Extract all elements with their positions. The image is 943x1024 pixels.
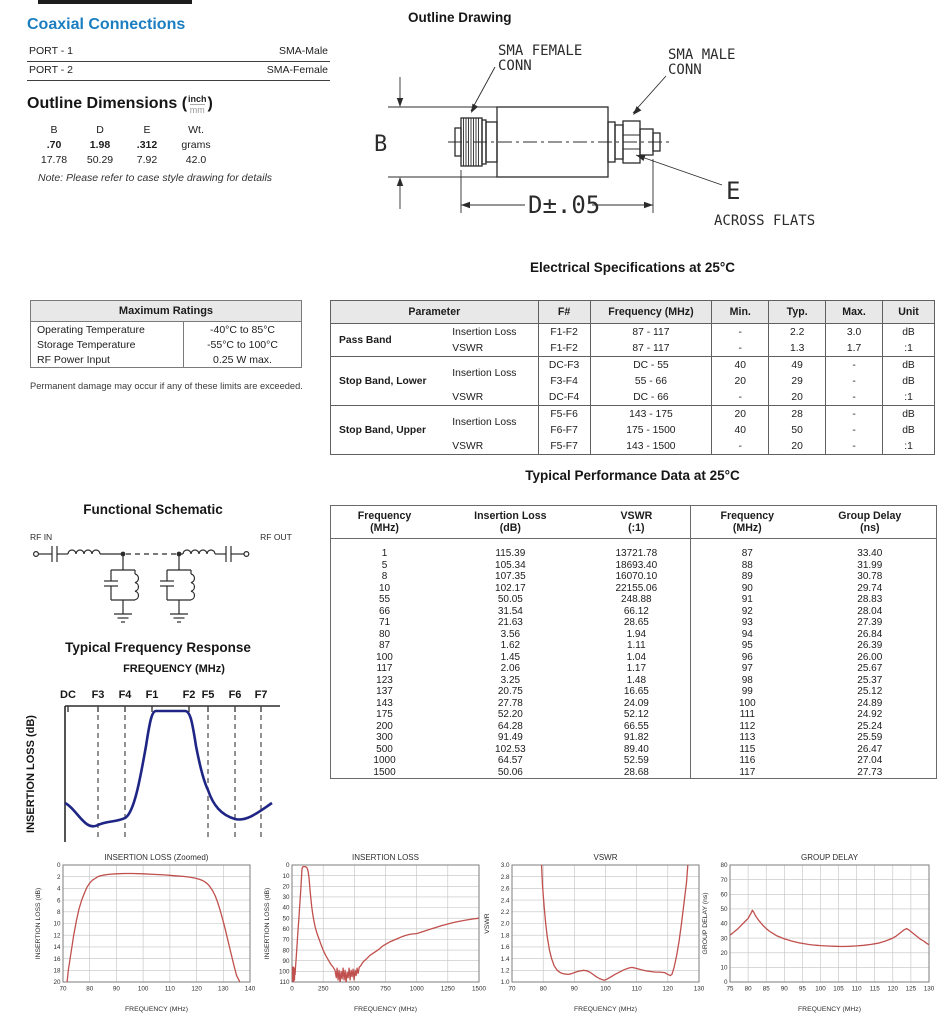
port-row: PORT - 2 SMA-Female bbox=[27, 62, 330, 81]
svg-text:20: 20 bbox=[282, 883, 290, 891]
perf-row: 117 2.06 1.17 bbox=[376, 663, 647, 674]
chart-insertion-loss-zoomed bbox=[33, 852, 259, 1019]
maximum-ratings-title: Maximum Ratings bbox=[31, 301, 302, 322]
spec-row: Stop Band, Lower Insertion Loss DC-F3 DC - 55 40 49 - dB bbox=[331, 357, 935, 374]
svg-text:70: 70 bbox=[720, 876, 728, 884]
svg-text:120: 120 bbox=[191, 985, 202, 993]
perf-row: 116 27.04 bbox=[739, 755, 883, 766]
svg-text:VSWR: VSWR bbox=[484, 913, 491, 934]
svg-text:1.2: 1.2 bbox=[500, 967, 510, 975]
svg-text:120: 120 bbox=[662, 985, 674, 993]
svg-text:F6: F6 bbox=[228, 689, 242, 701]
svg-text:130: 130 bbox=[923, 985, 935, 993]
svg-text:10: 10 bbox=[282, 872, 290, 880]
svg-text:F5: F5 bbox=[201, 689, 215, 701]
sma-female-label-1: SMA FEMALE bbox=[498, 43, 583, 59]
svg-text:20: 20 bbox=[720, 950, 728, 957]
perf-row: 10 102.17 22155.06 bbox=[378, 582, 658, 594]
svg-text:500: 500 bbox=[349, 985, 360, 993]
svg-text:60: 60 bbox=[282, 926, 290, 933]
performance-left-body bbox=[331, 539, 690, 779]
svg-text:F7: F7 bbox=[254, 689, 268, 701]
svg-text:FREQUENCY (MHz): FREQUENCY (MHz) bbox=[125, 1006, 188, 1013]
svg-text:40: 40 bbox=[282, 904, 290, 912]
svg-text:FREQUENCY (MHz): FREQUENCY (MHz) bbox=[798, 1006, 861, 1013]
svg-text:100: 100 bbox=[137, 985, 149, 993]
perf-row: 96 26.00 bbox=[741, 651, 883, 663]
perf-row: 99 25.12 bbox=[741, 686, 883, 697]
svg-text:1.0: 1.0 bbox=[500, 979, 510, 987]
svg-text:140: 140 bbox=[244, 985, 256, 993]
perf-row: 88 31.99 bbox=[741, 559, 883, 571]
svg-text:2.2: 2.2 bbox=[500, 909, 510, 916]
electrical-specs-title: Electrical Specifications at 25°C bbox=[530, 260, 735, 275]
svg-text:70: 70 bbox=[508, 985, 516, 993]
svg-text:250: 250 bbox=[317, 985, 329, 993]
svg-text:100: 100 bbox=[600, 985, 611, 993]
svg-text:750: 750 bbox=[380, 985, 391, 993]
svg-text:100: 100 bbox=[278, 968, 290, 976]
rf-out-label: RF OUT bbox=[260, 532, 292, 542]
functional-schematic-title: Functional Schematic bbox=[83, 502, 223, 517]
perf-row: 100 1.45 1.04 bbox=[376, 651, 647, 663]
perf-row: 117 27.73 bbox=[739, 766, 883, 778]
perf-row: 137 20.75 16.65 bbox=[376, 686, 649, 697]
perf-row: 300 91.49 91.82 bbox=[376, 732, 649, 743]
perf-row: 8 107.35 16070.10 bbox=[381, 571, 658, 582]
perf-row: 1 115.39 13721.78 bbox=[381, 548, 658, 559]
svg-text:90: 90 bbox=[112, 985, 120, 993]
perf-row: 66 31.54 66.12 bbox=[378, 605, 649, 617]
perf-row: 115 26.47 bbox=[739, 743, 883, 755]
freq-response-tick-labels bbox=[60, 689, 267, 701]
svg-text:2.0: 2.0 bbox=[500, 920, 510, 928]
svg-text:30: 30 bbox=[282, 894, 290, 902]
spec-row: Pass Band Insertion Loss F1-F2 87 - 117 - 2.2 3.0 dB bbox=[331, 324, 935, 341]
perf-row: 87 1.62 1.11 bbox=[378, 640, 646, 651]
svg-text:4: 4 bbox=[56, 885, 61, 893]
perf-row: 93 27.39 bbox=[741, 617, 883, 628]
svg-text:INSERTION LOSS (dB): INSERTION LOSS (dB) bbox=[35, 887, 42, 960]
svg-text:95: 95 bbox=[798, 985, 806, 993]
perf-row: 200 64.28 66.55 bbox=[376, 720, 649, 732]
svg-text:F2: F2 bbox=[182, 689, 196, 701]
svg-text:12: 12 bbox=[53, 932, 61, 940]
svg-text:0: 0 bbox=[290, 985, 294, 993]
svg-text:16: 16 bbox=[53, 955, 61, 963]
svg-text:80: 80 bbox=[720, 862, 728, 870]
svg-text:90: 90 bbox=[780, 985, 788, 993]
svg-text:14: 14 bbox=[53, 944, 61, 952]
svg-text:110: 110 bbox=[851, 985, 862, 993]
perf-row: 175 52.20 52.12 bbox=[376, 709, 649, 720]
spec-row: VSWR DC-F4 DC - 66 - 20 - :1 bbox=[331, 389, 935, 406]
spec-row: F6-F7 175 - 1500 40 50 - dB bbox=[331, 422, 935, 438]
svg-text:80: 80 bbox=[86, 985, 94, 993]
svg-text:DC: DC bbox=[60, 689, 76, 701]
dimension-e-label: E bbox=[726, 177, 741, 205]
unit-inch: inch bbox=[188, 94, 207, 104]
outline-dimensions-heading bbox=[27, 93, 213, 115]
svg-text:115: 115 bbox=[869, 985, 880, 993]
performance-data-table bbox=[330, 505, 937, 779]
svg-text:120: 120 bbox=[887, 985, 899, 993]
spec-row: VSWR F1-F2 87 - 117 - 1.3 1.7 :1 bbox=[331, 340, 935, 357]
svg-text:VSWR: VSWR bbox=[593, 853, 618, 862]
svg-text:FREQUENCY (MHz): FREQUENCY (MHz) bbox=[354, 1006, 417, 1013]
outline-drawing bbox=[370, 33, 890, 256]
svg-text:3.0: 3.0 bbox=[500, 862, 510, 870]
svg-text:1.4: 1.4 bbox=[500, 955, 510, 963]
spec-row: F3-F4 55 - 66 20 29 - dB bbox=[331, 373, 935, 389]
electrical-specs-body bbox=[331, 324, 935, 455]
perf-row: 1500 50.06 28.68 bbox=[373, 766, 649, 778]
perf-row: 123 3.25 1.48 bbox=[376, 674, 647, 686]
perf-row: 94 26.84 bbox=[741, 628, 883, 640]
rating-row: Operating Temperature -40°C to 85°C bbox=[31, 322, 302, 338]
maximum-ratings-note: Permanent damage may occur if any of these limits are exceeded. bbox=[30, 381, 303, 391]
perf-row: 55 50.05 248.88 bbox=[378, 594, 652, 605]
sma-male-label-1: SMA MALE bbox=[668, 47, 736, 63]
svg-text:0: 0 bbox=[56, 862, 61, 870]
svg-text:30: 30 bbox=[720, 935, 728, 943]
across-flats-label: ACROSS FLATS bbox=[714, 213, 816, 229]
perf-row: 92 28.04 bbox=[741, 605, 883, 617]
outline-dimensions-title: Outline Dimensions ( bbox=[27, 95, 188, 113]
svg-text:F1: F1 bbox=[145, 689, 159, 701]
svg-text:50: 50 bbox=[720, 906, 728, 914]
performance-data-title: Typical Performance Data at 25°C bbox=[525, 468, 740, 483]
perf-row: 100 24.89 bbox=[738, 697, 883, 709]
svg-text:105: 105 bbox=[833, 985, 844, 993]
frequency-response-title: Typical Frequency Response bbox=[65, 640, 251, 655]
svg-text:2.6: 2.6 bbox=[500, 885, 510, 893]
freq-response-xlabel: FREQUENCY (MHz) bbox=[123, 663, 225, 675]
unit-stack bbox=[188, 93, 207, 115]
svg-text:10: 10 bbox=[53, 920, 61, 928]
perf-row: 87 33.40 bbox=[741, 548, 883, 559]
close-paren: ) bbox=[207, 95, 213, 113]
perf-row: 500 102.53 89.40 bbox=[376, 743, 649, 755]
perf-row: 90 29.74 bbox=[741, 582, 883, 594]
svg-text:F4: F4 bbox=[118, 689, 132, 701]
cropped-redaction-bar bbox=[38, 0, 192, 4]
perf-row: 97 25.67 bbox=[741, 663, 883, 674]
outline-drawing-title: Outline Drawing bbox=[408, 10, 512, 25]
freq-response-ylabel: INSERTION LOSS (dB) bbox=[25, 715, 37, 833]
svg-text:0: 0 bbox=[285, 862, 290, 870]
svg-text:FREQUENCY (MHz): FREQUENCY (MHz) bbox=[574, 1006, 637, 1013]
performance-left-head: Frequency (MHz) Insertion Loss (dB) VSWR (:1) bbox=[331, 506, 690, 539]
svg-text:10: 10 bbox=[720, 964, 728, 972]
dimension-d-label: D±.05 bbox=[528, 191, 601, 219]
svg-text:60: 60 bbox=[720, 891, 728, 899]
perf-row: 71 21.63 28.65 bbox=[378, 617, 649, 628]
svg-text:130: 130 bbox=[218, 985, 229, 993]
frequency-response-plot bbox=[22, 658, 300, 849]
svg-text:90: 90 bbox=[282, 957, 290, 965]
perf-row: 95 26.39 bbox=[741, 640, 883, 651]
svg-text:0: 0 bbox=[723, 979, 728, 987]
svg-text:85: 85 bbox=[762, 985, 770, 993]
spec-row: VSWR F5-F7 143 - 1500 - 20 - :1 bbox=[331, 438, 935, 455]
svg-text:75: 75 bbox=[726, 985, 734, 993]
sma-male-label-2: CONN bbox=[668, 62, 702, 78]
chart-insertion-loss bbox=[262, 852, 488, 1019]
case-style-note: Note: Please refer to case style drawing for details bbox=[38, 172, 273, 184]
svg-text:1000: 1000 bbox=[409, 985, 424, 993]
chart-vswr bbox=[482, 852, 708, 1019]
electrical-specs-head: Parameter F# Frequency (MHz) Min. Typ. Max. Unit bbox=[331, 301, 935, 324]
svg-text:INSERTION LOSS (Zoomed): INSERTION LOSS (Zoomed) bbox=[104, 853, 209, 862]
svg-text:2.8: 2.8 bbox=[500, 873, 510, 881]
perf-row: 91 28.83 bbox=[741, 594, 883, 605]
electrical-specs-table bbox=[330, 300, 935, 455]
spec-row: Stop Band, Upper Insertion Loss F5-F6 143 - 175 20 28 - dB bbox=[331, 406, 935, 423]
port-row: PORT - 1 SMA-Male bbox=[27, 43, 330, 62]
svg-text:18: 18 bbox=[53, 967, 61, 975]
svg-text:110: 110 bbox=[279, 979, 290, 987]
svg-text:125: 125 bbox=[905, 985, 917, 993]
maximum-ratings-body bbox=[31, 322, 302, 368]
perf-row: 112 25.24 bbox=[739, 720, 883, 732]
svg-text:1.8: 1.8 bbox=[500, 932, 510, 940]
perf-row: 111 24.92 bbox=[739, 709, 883, 720]
performance-right-body bbox=[691, 539, 936, 779]
svg-text:2: 2 bbox=[56, 873, 61, 881]
rf-in-label: RF IN bbox=[30, 532, 53, 542]
perf-row: 80 3.56 1.94 bbox=[378, 628, 647, 640]
sma-female-label-2: CONN bbox=[498, 58, 532, 74]
svg-text:110: 110 bbox=[164, 985, 175, 993]
svg-text:8: 8 bbox=[56, 909, 61, 916]
svg-text:20: 20 bbox=[53, 979, 61, 987]
coaxial-connections-title: Coaxial Connections bbox=[27, 16, 186, 33]
svg-text:1500: 1500 bbox=[471, 985, 487, 993]
svg-text:6: 6 bbox=[56, 897, 61, 905]
svg-text:40: 40 bbox=[720, 920, 728, 928]
svg-text:110: 110 bbox=[631, 985, 642, 993]
perf-row: 1000 64.57 52.59 bbox=[373, 755, 649, 766]
outline-dimensions-table: B D E Wt. .70 1.98 .312 grams 17.78 50.29 7.92 42.0 bbox=[40, 124, 211, 166]
perf-row: 98 25.37 bbox=[741, 674, 883, 686]
svg-text:GROUP DELAY: GROUP DELAY bbox=[800, 853, 859, 862]
svg-text:90: 90 bbox=[570, 985, 578, 993]
svg-text:70: 70 bbox=[282, 936, 290, 944]
svg-text:1250: 1250 bbox=[440, 985, 455, 993]
dimension-b-label: B bbox=[374, 132, 388, 157]
perf-row: 143 27.78 24.09 bbox=[376, 697, 649, 709]
rating-row: Storage Temperature -55°C to 100°C bbox=[31, 337, 302, 352]
rating-row: RF Power Input 0.25 W max. bbox=[31, 352, 302, 368]
svg-text:80: 80 bbox=[744, 985, 752, 993]
svg-text:INSERTION LOSS: INSERTION LOSS bbox=[352, 853, 419, 862]
svg-text:130: 130 bbox=[693, 985, 705, 993]
performance-right-head: Frequency (MHz) Group Delay (ns) bbox=[691, 506, 936, 539]
functional-schematic bbox=[28, 524, 308, 647]
svg-text:GROUP DELAY (ns): GROUP DELAY (ns) bbox=[702, 892, 709, 955]
svg-text:1.6: 1.6 bbox=[500, 944, 510, 952]
chart-group-delay bbox=[700, 852, 938, 1019]
perf-row: 5 105.34 18693.40 bbox=[381, 559, 658, 571]
node-dot bbox=[177, 552, 182, 557]
svg-text:INSERTION LOSS (dB): INSERTION LOSS (dB) bbox=[264, 887, 271, 960]
svg-text:80: 80 bbox=[539, 985, 547, 993]
unit-mm: mm bbox=[189, 105, 205, 115]
svg-text:2.4: 2.4 bbox=[500, 897, 510, 905]
svg-text:100: 100 bbox=[815, 985, 826, 993]
svg-text:50: 50 bbox=[282, 915, 290, 923]
maximum-ratings bbox=[30, 300, 302, 368]
svg-text:70: 70 bbox=[59, 985, 67, 993]
svg-text:80: 80 bbox=[282, 947, 290, 955]
svg-text:F3: F3 bbox=[91, 689, 105, 701]
node-dot bbox=[121, 552, 126, 557]
perf-row: 89 30.78 bbox=[741, 571, 883, 582]
perf-row: 113 25.59 bbox=[739, 732, 883, 743]
coaxial-connections-table bbox=[27, 43, 330, 81]
